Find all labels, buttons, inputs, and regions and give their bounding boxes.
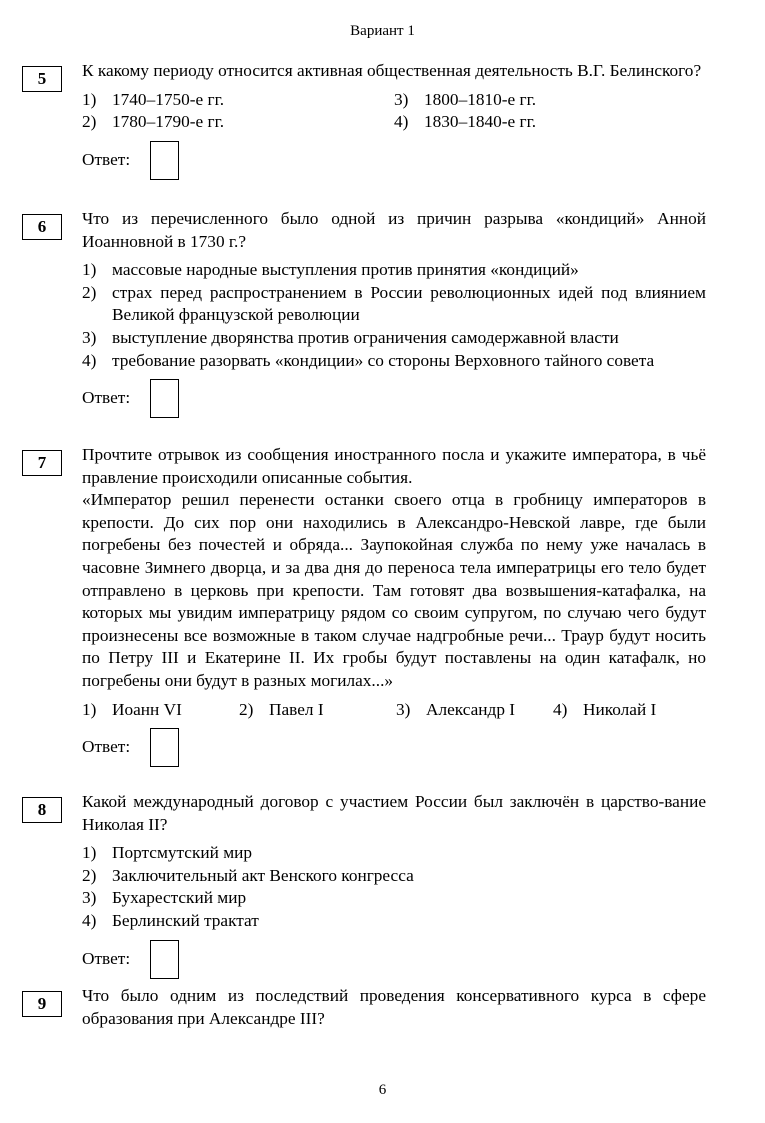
variant-header: Вариант 1 — [350, 23, 415, 39]
quote-text: «Император решил перенести останки своего отца в гробницу императоров в крепости. До сих пор они находились в Александро-Невской лавре, где были погребены без почестей и обряда... Заупокойная служба по нему уже началась в часовне Зимнего дворца, и за два дня до переноса тела императрицы его тело будет отправлено в церковь при крепости. Там готовят два возвышения-катафалка, на которых мы увидим императрицу рядом со своим супругом, по случаю чего будут произнесены все возможные в таком случае надгробные речи... Траур будут носить по Петру III и Екатерине II. Их гробы будут поставлены на один катафалк, но погребены они будут в разных могилах...» — [82, 490, 706, 690]
answer-options — [82, 842, 706, 932]
option-4[interactable]: 4) Берлинский трактат — [82, 910, 259, 930]
option-3[interactable]: 3) 1800–1810-е гг. — [394, 89, 537, 109]
answer-box[interactable] — [150, 940, 179, 979]
option-1[interactable]: 1) Портсмутский мир — [82, 843, 253, 863]
option-2[interactable]: 2) 1780–1790-е гг. — [82, 112, 225, 132]
option-3[interactable]: 3) Александр I — [396, 699, 516, 719]
option-4[interactable]: 4) Николай I — [553, 699, 657, 719]
option-2[interactable]: 2) страх перед распространением в России революционных идей под влиянием Великой французской революции — [82, 282, 706, 325]
answer-box[interactable] — [150, 141, 179, 180]
option-1[interactable]: 1) Иоанн VI — [82, 699, 182, 719]
option-3[interactable]: 3) выступление дворянства против ограничения самодержавной власти — [82, 327, 619, 347]
question-text: Что было одним из последствий проведения консервативного курса в сфере образования при Александре III? — [82, 986, 706, 1028]
answer-label: Ответ: — [82, 388, 131, 408]
answer-label: Ответ: — [82, 149, 131, 169]
answer-options — [82, 89, 706, 134]
question-number: 7 — [22, 450, 62, 476]
option-4[interactable]: 4) требование разорвать «кондиции» со стороны Верховного тайного совета — [82, 350, 655, 370]
question-text: Что из перечисленного было одной из причин разрыва «кондиций» Анной Иоанновной в 1730 г.? — [82, 209, 706, 251]
question-number: 5 — [22, 66, 62, 92]
answer-row — [82, 940, 706, 980]
answer-label: Ответ: — [82, 948, 131, 968]
answer-row — [82, 728, 706, 768]
option-1[interactable]: 1) 1740–1750-е гг. — [82, 89, 225, 109]
option-2[interactable]: 2) Павел I — [239, 699, 324, 719]
question-text: Прочтите отрывок из сообщения иностранного посла и укажите императора, в чьё правление происходили описанные события. — [82, 445, 706, 487]
answer-row — [82, 141, 706, 181]
question-number: 6 — [22, 214, 62, 240]
answer-label: Ответ: — [82, 737, 131, 757]
option-1[interactable]: 1) массовые народные выступления против принятия «кондиций» — [82, 260, 579, 280]
answer-box[interactable] — [150, 379, 179, 418]
question-text: Какой международный договор с участием России был заключён в царство-вание Николая II? — [82, 792, 706, 834]
answer-options — [82, 699, 706, 722]
question-number: 8 — [22, 797, 62, 823]
option-3[interactable]: 3) Бухарестский мир — [82, 888, 247, 908]
question-number: 9 — [22, 991, 62, 1017]
page-number: 6 — [378, 1082, 387, 1098]
answer-options — [82, 259, 706, 372]
question-text: К какому периоду относится активная общественная деятельность В.Г. Белинского? — [82, 61, 702, 80]
answer-box[interactable] — [150, 728, 179, 767]
option-2[interactable]: 2) Заключительный акт Венского конгресса — [82, 865, 414, 885]
answer-row — [82, 379, 706, 419]
option-4[interactable]: 4) 1830–1840-е гг. — [394, 112, 537, 132]
